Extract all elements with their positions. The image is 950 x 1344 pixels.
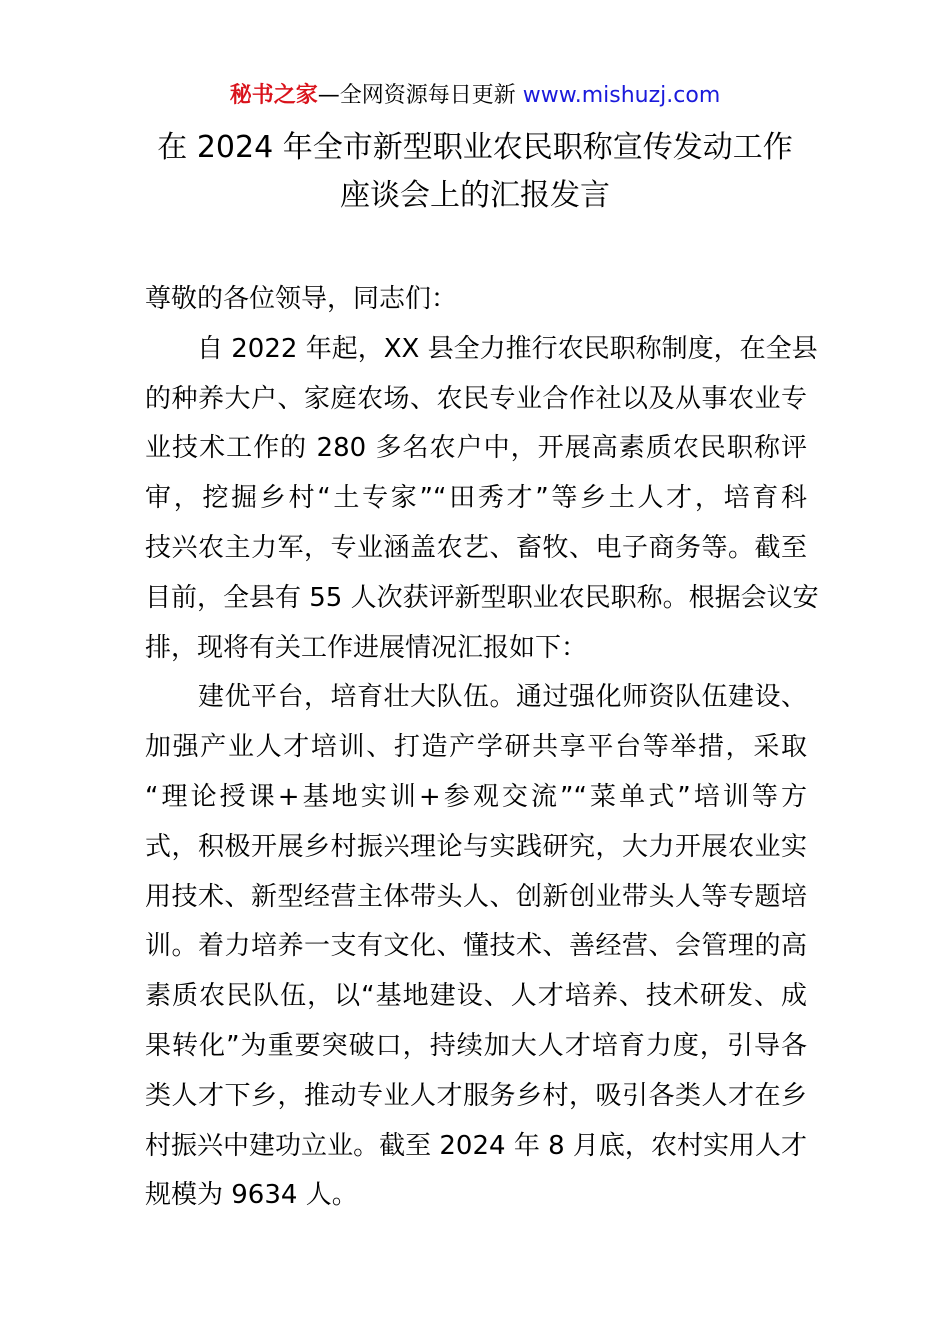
text-line: 素质农民队伍，以“基地建设、人才培养、技术研发、成 bbox=[145, 981, 807, 1012]
text-line: 审，挖掘乡村“土专家”“田秀才”等乡土人才，培育科 bbox=[145, 483, 807, 514]
site-banner bbox=[0, 80, 950, 112]
title-line: 座谈会上的汇报发言 bbox=[340, 178, 610, 213]
text-line: 加强产业人才培训、打造产学研共享平台等举措，采取 bbox=[145, 732, 807, 763]
text-line: 用技术、新型经营主体带头人、创新创业带头人等专题培 bbox=[145, 881, 807, 912]
text-line: 的种养大户、家庭农场、农民专业合作社以及从事农业专 bbox=[145, 383, 807, 414]
text-line: 业技术工作的 280 多名农户中，开展高素质农民职称评 bbox=[145, 433, 807, 464]
document-title bbox=[100, 124, 850, 220]
text-line: 类人才下乡，推动专业人才服务乡村，吸引各类人才在乡 bbox=[145, 1080, 807, 1111]
text-line: 技兴农主力军，专业涵盖农艺、畜牧、电子商务等。截至 bbox=[145, 532, 807, 563]
site-brand: 秘书之家 bbox=[229, 83, 318, 108]
text-line: 训。着力培养一支有文化、懂技术、善经营、会管理的高 bbox=[145, 931, 807, 962]
text-line: 自 2022 年起，XX 县全力推行农民职称制度，在全县 bbox=[145, 333, 818, 364]
text-line: 果转化”为重要突破口，持续加大人才培育力度，引导各 bbox=[145, 1030, 807, 1061]
paragraph-platform bbox=[145, 673, 807, 1221]
text-line: 建优平台，培育壮大队伍。通过强化师资队伍建设、 bbox=[145, 682, 807, 713]
text-line: 目前，全县有 55 人次获评新型职业农民职称。根据会议安 bbox=[145, 582, 819, 613]
text-line: “理论授课+基地实训+参观交流”“菜单式”培训等方 bbox=[145, 781, 807, 812]
paragraph-intro bbox=[145, 325, 819, 674]
text-line: 村振兴中建功立业。截至 2024 年 8 月底，农村实用人才 bbox=[145, 1130, 807, 1161]
text-line: 式，积极开展乡村振兴理论与实践研究，大力开展农业实 bbox=[145, 831, 807, 862]
text-line: 规模为 9634 人。 bbox=[145, 1180, 358, 1211]
text-line: 排，现将有关工作进展情况汇报如下： bbox=[145, 632, 588, 663]
document-body bbox=[145, 275, 819, 1221]
title-line: 在 2024 年全市新型职业农民职称宣传发动工作 bbox=[157, 130, 793, 165]
salutation: 尊敬的各位领导，同志们： bbox=[145, 284, 458, 314]
site-url-link[interactable]: www.mishuzj.com bbox=[522, 83, 721, 108]
site-tagline: —全网资源每日更新 bbox=[317, 83, 523, 108]
